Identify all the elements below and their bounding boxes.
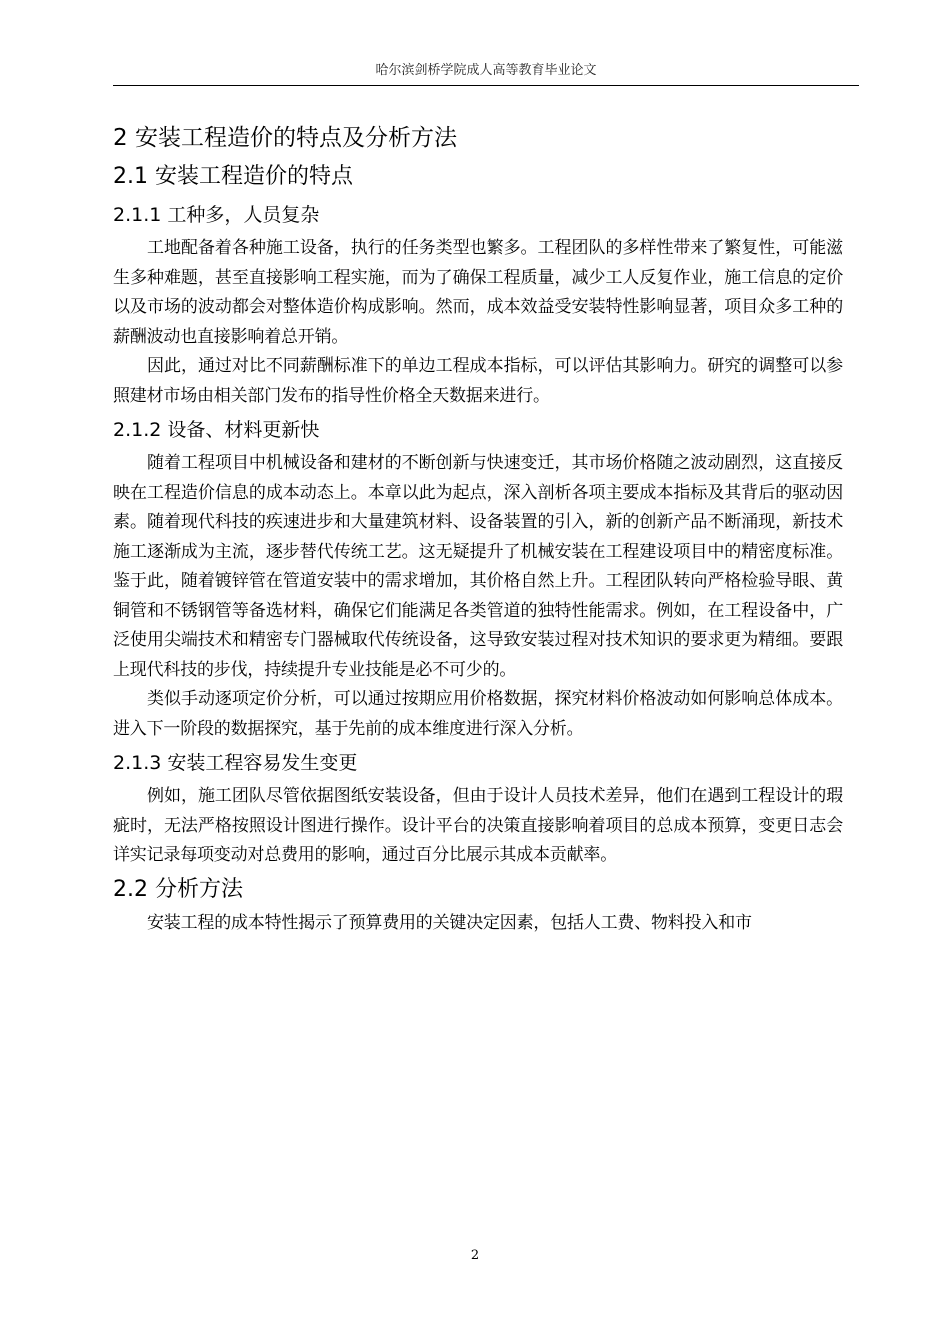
section-heading-2-2: 2.2 分析方法	[113, 876, 243, 902]
paragraph: 类似手动逐项定价分析，可以通过按期应用价格数据，探究材料价格波动如何影响总体成本。进入下一阶段的数据探究，基于先前的成本维度进行深入分析。	[113, 689, 843, 739]
subsection-heading-2-1-2: 2.1.2 设备、材料更新快	[113, 419, 320, 441]
paragraph: 安装工程的成本特性揭示了预算费用的关键决定因素，包括人工费、物料投入和市	[147, 912, 752, 933]
chapter-heading: 2 安装工程造价的特点及分析方法	[113, 125, 457, 151]
section-heading-2-1: 2.1 安装工程造价的特点	[113, 164, 353, 189]
document-body	[113, 118, 843, 938]
paragraph: 例如，施工团队尽管依据图纸安装设备，但由于设计人员技术差异，他们在遇到工程设计的瑕疵时，无法严格按照设计图进行操作。设计平台的决策直接影响着项目的总成本预算，变更日志会详实记录每项变动对总费用的影响，通过百分比展示其成本贡献率。	[113, 786, 843, 865]
paragraph: 工地配备着各种施工设备，执行的任务类型也繁多。工程团队的多样性带来了繁复性，可能滋生多种难题，甚至直接影响工程实施，而为了确保工程质量，减少工人反复作业，施工信息的定价以及市场的波动都会对整体造价构成影响。然而，成本效益受安装特性影响显著，项目众多工种的薪酬波动也直接影响着总开销。	[113, 238, 843, 347]
running-header: 哈尔滨剑桥学院成人高等教育毕业论文	[375, 63, 597, 78]
header-rule	[113, 85, 859, 86]
subsection-heading-2-1-3: 2.1.3 安装工程容易发生变更	[113, 752, 358, 774]
subsection-heading-2-1-1: 2.1.1 工种多，人员复杂	[113, 204, 320, 226]
paragraph: 因此，通过对比不同薪酬标准下的单边工程成本指标，可以评估其影响力。研究的调整可以参照建材市场由相关部门发布的指导性价格全天数据来进行。	[113, 356, 843, 406]
paragraph: 随着工程项目中机械设备和建材的不断创新与快速变迁，其市场价格随之波动剧烈，这直接反映在工程造价信息的成本动态上。本章以此为起点，深入剖析各项主要成本指标及其背后的驱动因素。随着现代科技的疾速进步和大量建筑材料、设备装置的引入，新的创新产品不断涌现，新技术施工逐渐成为主流，逐步替代传统工艺。这无疑提升了机械安装在工程建设项目中的精密度标准。鉴于此，随着镀锌管在管道安装中的需求增加，其价格自然上升。工程团队转向严格检验导眼、黄铜管和不锈钢管等备选材料，确保它们能满足各类管道的独特性能需求。例如，在工程设备中，广泛使用尖端技术和精密专门器械取代传统设备，这导致安装过程对技术知识的要求更为精细。要跟上现代科技的步伐，持续提升专业技能是必不可少的。	[113, 453, 843, 680]
page-number: 2	[470, 1248, 480, 1263]
